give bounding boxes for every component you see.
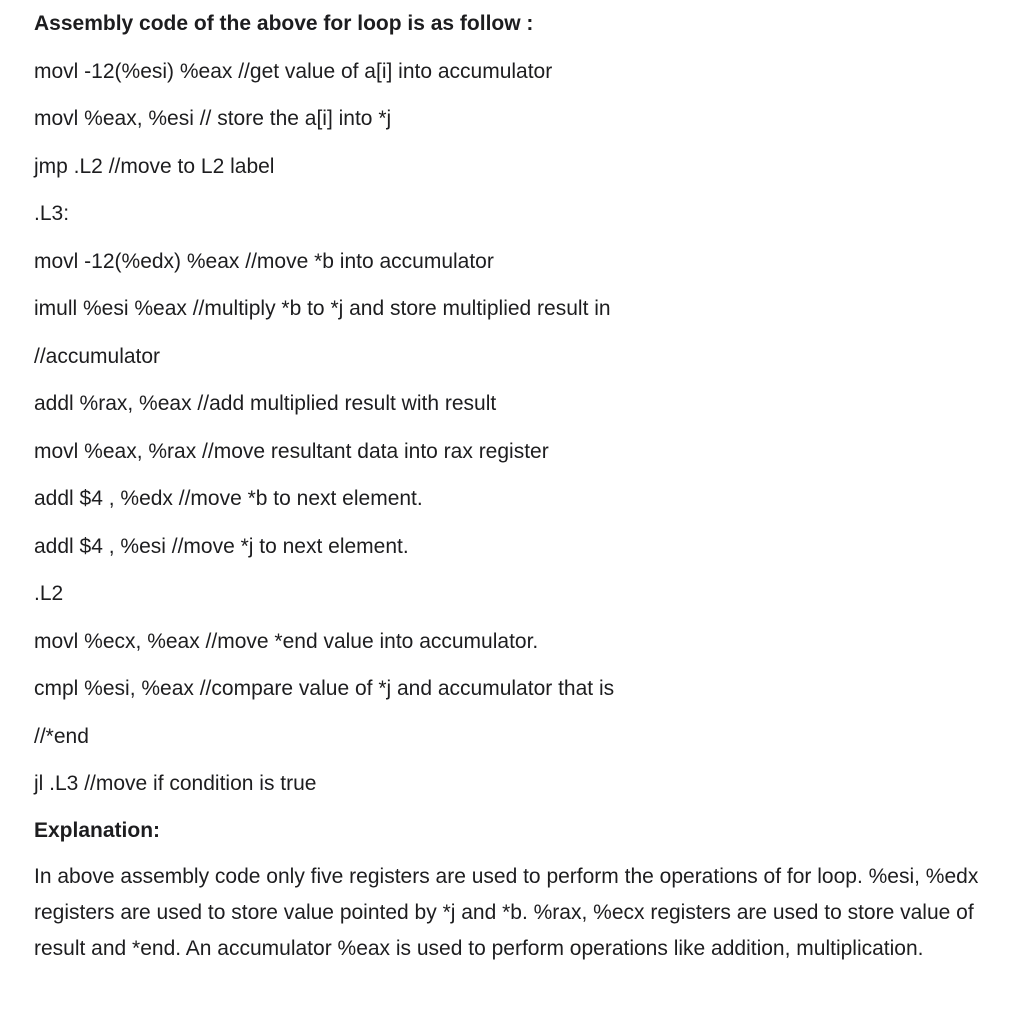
explanation-paragraph: In above assembly code only five registers are used to perform the operations of for loop. %esi, %edx registers are used to store value pointed by *j and *b. %rax, %ecx registers are used to store value of result and *end. An accumulator %eax is used to perform operations like addition, multiplication. xyxy=(34,865,979,960)
code-line: addl $4 , %edx //move *b to next element. xyxy=(34,487,423,510)
code-line: .L3: xyxy=(34,202,70,225)
code-line: movl %eax, %esi // store the a[i] into *j xyxy=(34,107,392,130)
assembly-heading: Assembly code of the above for loop is as follow : xyxy=(34,12,534,35)
code-line: addl $4 , %esi //move *j to next element. xyxy=(34,535,409,558)
code-line: //accumulator xyxy=(34,345,161,368)
code-line: jmp .L2 //move to L2 label xyxy=(34,155,275,178)
code-line: movl %eax, %rax //move resultant data into rax register xyxy=(34,440,549,463)
code-line: movl %ecx, %eax //move *end value into accumulator. xyxy=(34,630,539,653)
code-line: imull %esi %eax //multiply *b to *j and store multiplied result in xyxy=(34,297,611,320)
code-line: movl -12(%edx) %eax //move *b into accumulator xyxy=(34,250,494,273)
code-line: jl .L3 //move if condition is true xyxy=(34,772,317,795)
code-line: movl -12(%esi) %eax //get value of a[i] into accumulator xyxy=(34,60,553,83)
code-line: //*end xyxy=(34,725,89,748)
code-line: .L2 xyxy=(34,582,64,605)
code-line: addl %rax, %eax //add multiplied result with result xyxy=(34,392,497,415)
code-line: cmpl %esi, %eax //compare value of *j and accumulator that is xyxy=(34,677,615,700)
explanation-heading: Explanation: xyxy=(34,819,161,842)
